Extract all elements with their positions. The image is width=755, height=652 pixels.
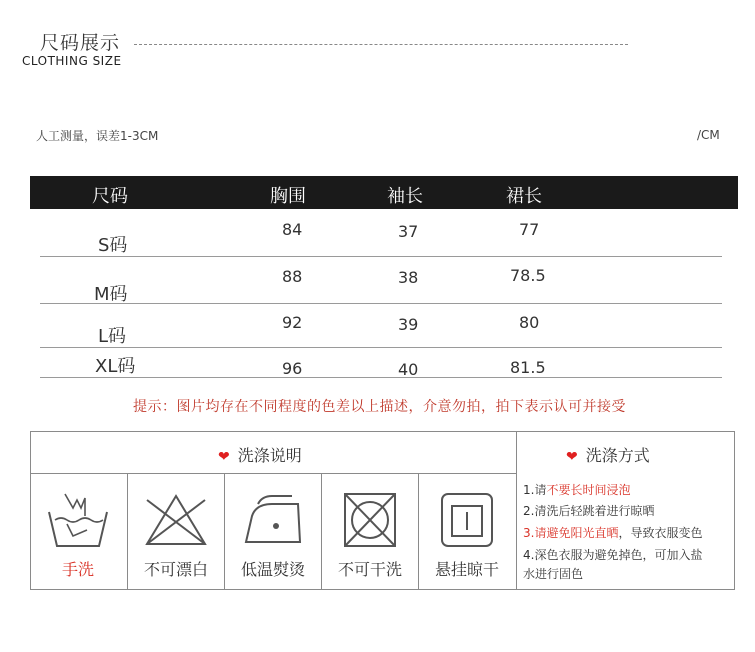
care-method-title: 洗涤方式 [585,446,650,465]
care-column-divider [127,473,128,590]
bust-cell: 96 [282,359,303,378]
care-method-line-2: 2.清洗后轻跳着进行晾晒 [523,504,655,518]
care-instructions-title: 洗涤说明 [237,446,302,465]
care-divider [30,473,516,474]
row-divider [40,377,722,378]
low-iron-icon [238,490,308,550]
page-title: 尺码展示 [40,32,121,54]
care-column-divider [224,473,225,590]
care-method-heading [566,443,650,466]
size-cell: M码 [94,284,128,305]
column-header-size: 尺码 [92,186,128,207]
length-cell: 80 [519,313,540,332]
no-bleach-icon [141,490,211,550]
method-1-highlight: 不要长时间浸泡 [546,483,631,497]
color-difference-tip: 提示：图片均存在不同程度的色差以上描述，介意勿拍，拍下表示认可并接受 [133,399,626,415]
heart-icon: ❤ [566,449,578,465]
care-instructions-heading [218,443,302,466]
title-divider [134,44,628,45]
column-header-length: 裙长 [506,186,542,207]
row-divider [40,256,722,257]
bust-cell: 92 [282,313,303,332]
size-cell: XL码 [95,356,136,377]
length-cell: 81.5 [510,358,546,377]
care-method-line-3 [523,525,702,541]
care-divider [516,431,517,590]
length-cell: 78.5 [510,266,546,285]
care-method-line-4b: 水进行固色 [523,567,584,581]
care-column-divider [418,473,419,590]
care-label-no-dry-clean: 不可干洗 [337,560,402,579]
care-label-low-iron: 低温熨烫 [240,560,305,579]
unit-label: /CM [697,128,720,142]
care-column-divider [321,473,322,590]
no-dry-clean-icon [335,490,405,550]
row-divider [40,347,722,348]
method-3-rest: ，导致衣服变色 [618,526,703,540]
row-divider [40,303,722,304]
size-table-header [30,176,738,209]
column-header-sleeve: 袖长 [387,186,423,207]
care-method-line-1 [523,482,630,498]
size-cell: L码 [98,326,127,347]
method-1-prefix: 1.请 [523,483,547,497]
sleeve-cell: 39 [398,315,419,334]
care-label-no-bleach: 不可漂白 [143,560,208,579]
page-subtitle: CLOTHING SIZE [22,54,122,68]
hang-dry-icon [432,490,502,550]
bust-cell: 88 [282,267,303,286]
column-header-bust: 胸围 [270,186,306,207]
sleeve-cell: 37 [398,222,419,241]
length-cell: 77 [519,220,540,239]
size-cell: S码 [98,235,128,256]
method-3-highlight: 3.请避免阳光直晒 [523,526,619,540]
hand-wash-icon [43,490,113,550]
sleeve-cell: 38 [398,268,419,287]
sleeve-cell: 40 [398,360,419,379]
heart-icon: ❤ [218,449,230,465]
measurement-note: 人工测量，误差1-3CM [36,129,159,143]
bust-cell: 84 [282,220,303,239]
care-label-hand-wash: 手洗 [61,560,94,579]
care-method-line-4a: 4.深色衣服为避免掉色，可加入盐 [523,548,703,562]
care-label-hang-dry: 悬挂晾干 [434,560,499,579]
